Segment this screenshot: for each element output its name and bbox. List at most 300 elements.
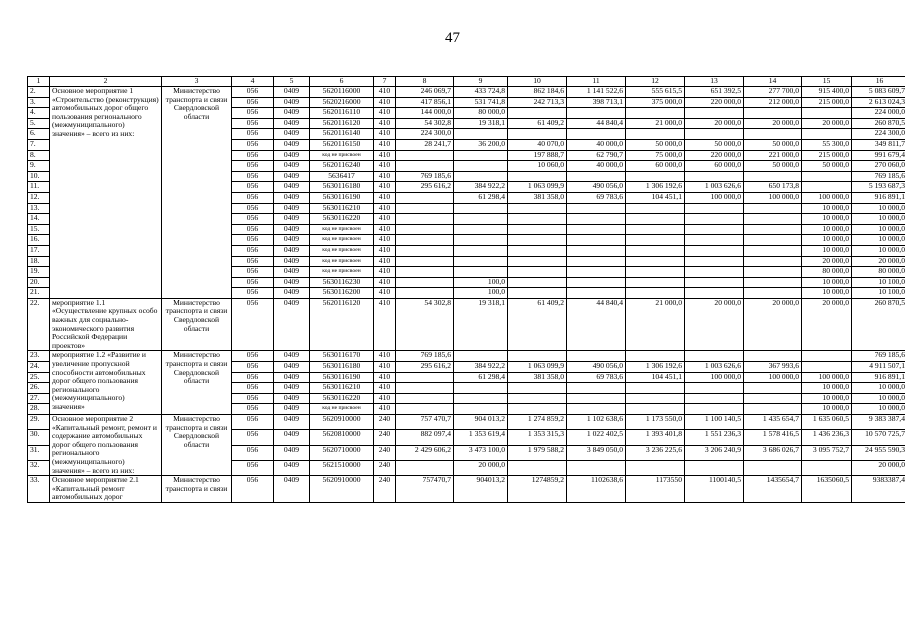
amount-cell xyxy=(508,245,567,256)
amount-cell xyxy=(396,267,454,278)
amount-cell: 54 302,8 xyxy=(396,118,454,129)
amount-cell xyxy=(802,171,852,182)
target-code: 5630116190 xyxy=(310,372,374,383)
section-code: 0409 xyxy=(274,298,310,351)
amount-cell: 916 891,1 xyxy=(852,192,905,203)
amount-cell: 50 000,0 xyxy=(744,139,802,150)
ministry-code: 056 xyxy=(232,298,274,351)
row-number: 21. xyxy=(28,288,50,299)
executor: Министерство транспорта и связи xyxy=(162,476,232,503)
column-number: 1 xyxy=(28,77,50,87)
amount-cell: 69 783,6 xyxy=(567,372,626,383)
expense-type: 410 xyxy=(374,108,396,119)
amount-cell xyxy=(508,224,567,235)
amount-cell xyxy=(685,224,744,235)
amount-cell: 61 409,2 xyxy=(508,118,567,129)
amount-cell xyxy=(567,460,626,475)
row-number: 24. xyxy=(28,362,50,373)
amount-cell: 277 700,0 xyxy=(744,87,802,98)
amount-cell: 2 429 606,2 xyxy=(396,445,454,460)
amount-cell: 1 635 060,5 xyxy=(802,415,852,430)
ministry-code: 056 xyxy=(232,430,274,445)
expense-type: 240 xyxy=(374,476,396,503)
section-code: 0409 xyxy=(274,171,310,182)
amount-cell: 220 000,0 xyxy=(685,97,744,108)
expense-type: 410 xyxy=(374,224,396,235)
table-row xyxy=(28,351,905,362)
measure-description: мероприятие 1.1 «Осуществление крупных особо важных для социально-экономического развития Российской Федерации проектов» xyxy=(50,298,162,351)
amount-cell: 10 000,0 xyxy=(802,393,852,404)
amount-cell: 24 955 590,3 xyxy=(852,445,905,460)
amount-cell: 1274859,2 xyxy=(508,476,567,503)
amount-cell: 882 097,4 xyxy=(396,430,454,445)
row-number: 29. xyxy=(28,415,50,430)
amount-cell xyxy=(396,256,454,267)
section-code: 0409 xyxy=(274,129,310,140)
amount-cell: 398 713,1 xyxy=(567,97,626,108)
expense-type: 410 xyxy=(374,383,396,394)
amount-cell xyxy=(567,267,626,278)
row-number: 10. xyxy=(28,171,50,182)
amount-cell: 1 393 401,8 xyxy=(626,430,685,445)
column-number: 2 xyxy=(50,77,162,87)
amount-cell xyxy=(626,383,685,394)
section-code: 0409 xyxy=(274,87,310,98)
amount-cell: 224 000,0 xyxy=(852,108,905,119)
amount-cell: 100,0 xyxy=(454,277,508,288)
amount-cell: 1 100 140,5 xyxy=(685,415,744,430)
amount-cell: 100 000,0 xyxy=(802,372,852,383)
amount-cell: 61 298,4 xyxy=(454,372,508,383)
amount-cell: 384 922,2 xyxy=(454,182,508,193)
ministry-code: 056 xyxy=(232,118,274,129)
amount-cell xyxy=(685,383,744,394)
amount-cell xyxy=(508,267,567,278)
amount-cell: 381 358,0 xyxy=(508,192,567,203)
amount-cell xyxy=(626,171,685,182)
amount-cell: 1173550 xyxy=(626,476,685,503)
amount-cell: 1 551 236,3 xyxy=(685,430,744,445)
amount-cell xyxy=(744,245,802,256)
expense-type: 410 xyxy=(374,139,396,150)
ministry-code: 056 xyxy=(232,372,274,383)
section-code: 0409 xyxy=(274,393,310,404)
amount-cell: 60 000,0 xyxy=(626,161,685,172)
amount-cell xyxy=(454,214,508,225)
amount-cell xyxy=(744,256,802,267)
measure-description: Основное мероприятие 2.1 «Капитальный ремонт автомобильных дорог xyxy=(50,476,162,503)
amount-cell xyxy=(685,171,744,182)
amount-cell xyxy=(802,182,852,193)
amount-cell xyxy=(567,235,626,246)
amount-cell: 104 451,1 xyxy=(626,192,685,203)
amount-cell: 1 063 099,9 xyxy=(508,182,567,193)
ministry-code: 056 xyxy=(232,87,274,98)
amount-cell: 50 000,0 xyxy=(626,139,685,150)
page-number: 47 xyxy=(445,30,460,46)
expense-type: 410 xyxy=(374,404,396,415)
column-number: 5 xyxy=(274,77,310,87)
amount-cell: 10 000,0 xyxy=(802,224,852,235)
target-code: 5620910000 xyxy=(310,476,374,503)
ministry-code: 056 xyxy=(232,171,274,182)
amount-cell xyxy=(685,245,744,256)
target-code: код не присвоен xyxy=(310,235,374,246)
amount-cell xyxy=(802,108,852,119)
section-code: 0409 xyxy=(274,224,310,235)
amount-cell: 10 000,0 xyxy=(802,404,852,415)
table-row xyxy=(28,298,905,351)
row-number: 4. xyxy=(28,108,50,119)
table-row xyxy=(28,476,905,503)
target-code: 5630116180 xyxy=(310,362,374,373)
measure-description: мероприятие 1.2 «Развитие и увеличение пропускной способности автомобильных дорог общего пользования регионального (межмуниципального) значения» xyxy=(50,351,162,415)
amount-cell: 3 686 026,7 xyxy=(744,445,802,460)
row-number: 30. xyxy=(28,430,50,445)
amount-cell: 19 318,1 xyxy=(454,298,508,351)
row-number: 8. xyxy=(28,150,50,161)
amount-cell: 10 000,0 xyxy=(802,277,852,288)
expense-type: 410 xyxy=(374,351,396,362)
column-number: 15 xyxy=(802,77,852,87)
amount-cell: 1 306 192,6 xyxy=(626,182,685,193)
row-number: 6. xyxy=(28,129,50,140)
section-code: 0409 xyxy=(274,267,310,278)
amount-cell: 904013,2 xyxy=(454,476,508,503)
amount-cell xyxy=(685,214,744,225)
amount-cell xyxy=(396,460,454,475)
amount-cell xyxy=(454,235,508,246)
column-number: 10 xyxy=(508,77,567,87)
expense-type: 410 xyxy=(374,129,396,140)
amount-cell: 221 000,0 xyxy=(744,150,802,161)
amount-cell: 375 000,0 xyxy=(626,97,685,108)
amount-cell xyxy=(508,256,567,267)
target-code: 5620116000 xyxy=(310,87,374,98)
amount-cell: 44 840,4 xyxy=(567,298,626,351)
section-code: 0409 xyxy=(274,430,310,445)
amount-cell xyxy=(744,129,802,140)
amount-cell: 100 000,0 xyxy=(685,192,744,203)
amount-cell: 1 353 315,3 xyxy=(508,430,567,445)
amount-cell: 1 022 402,5 xyxy=(567,430,626,445)
amount-cell xyxy=(454,161,508,172)
amount-cell: 1 141 522,6 xyxy=(567,87,626,98)
ministry-code: 056 xyxy=(232,445,274,460)
amount-cell xyxy=(744,383,802,394)
ministry-code: 056 xyxy=(232,108,274,119)
amount-cell xyxy=(454,129,508,140)
section-code: 0409 xyxy=(274,404,310,415)
ministry-code: 056 xyxy=(232,161,274,172)
amount-cell: 904 013,2 xyxy=(454,415,508,430)
amount-cell: 104 451,1 xyxy=(626,372,685,383)
amount-cell xyxy=(454,383,508,394)
row-number: 16. xyxy=(28,235,50,246)
amount-cell xyxy=(508,277,567,288)
ministry-code: 056 xyxy=(232,351,274,362)
amount-cell: 417 856,1 xyxy=(396,97,454,108)
amount-cell: 224 300,0 xyxy=(852,129,905,140)
expense-type: 410 xyxy=(374,214,396,225)
section-code: 0409 xyxy=(274,351,310,362)
amount-cell xyxy=(396,245,454,256)
amount-cell: 212 000,0 xyxy=(744,97,802,108)
expense-type: 240 xyxy=(374,460,396,475)
amount-cell xyxy=(802,362,852,373)
amount-cell xyxy=(685,203,744,214)
amount-cell: 1 353 619,4 xyxy=(454,430,508,445)
column-number: 16 xyxy=(852,77,905,87)
amount-cell xyxy=(454,267,508,278)
amount-cell xyxy=(626,129,685,140)
section-code: 0409 xyxy=(274,182,310,193)
amount-cell xyxy=(508,203,567,214)
row-number: 12. xyxy=(28,192,50,203)
column-number: 6 xyxy=(310,77,374,87)
amount-cell: 40 000,0 xyxy=(567,161,626,172)
column-number: 14 xyxy=(744,77,802,87)
target-code: 5630116210 xyxy=(310,383,374,394)
ministry-code: 056 xyxy=(232,288,274,299)
amount-cell: 10 570 725,7 xyxy=(852,430,905,445)
amount-cell: 295 616,2 xyxy=(396,182,454,193)
section-code: 0409 xyxy=(274,256,310,267)
amount-cell xyxy=(454,393,508,404)
amount-cell: 10 000,0 xyxy=(802,383,852,394)
amount-cell: 769 185,6 xyxy=(396,171,454,182)
expense-type: 410 xyxy=(374,267,396,278)
amount-cell: 991 679,4 xyxy=(852,150,905,161)
row-number: 19. xyxy=(28,267,50,278)
section-code: 0409 xyxy=(274,288,310,299)
amount-cell xyxy=(626,277,685,288)
amount-cell xyxy=(626,393,685,404)
amount-cell: 20 000,0 xyxy=(802,298,852,351)
ministry-code: 056 xyxy=(232,224,274,235)
amount-cell: 10 100,0 xyxy=(852,288,905,299)
amount-cell: 651 392,5 xyxy=(685,87,744,98)
ministry-code: 056 xyxy=(232,415,274,430)
amount-cell xyxy=(626,256,685,267)
amount-cell: 20 000,0 xyxy=(685,118,744,129)
amount-cell xyxy=(508,171,567,182)
target-code: 5620116120 xyxy=(310,298,374,351)
amount-cell xyxy=(744,235,802,246)
amount-cell xyxy=(396,372,454,383)
amount-cell xyxy=(567,393,626,404)
amount-cell: 260 870,5 xyxy=(852,298,905,351)
column-number: 13 xyxy=(685,77,744,87)
amount-cell: 10 000,0 xyxy=(802,214,852,225)
amount-cell: 1 173 550,0 xyxy=(626,415,685,430)
amount-cell: 3 849 050,0 xyxy=(567,445,626,460)
expense-type: 410 xyxy=(374,245,396,256)
amount-cell: 1 274 859,2 xyxy=(508,415,567,430)
amount-cell: 381 358,0 xyxy=(508,372,567,383)
target-code: код не присвоен xyxy=(310,150,374,161)
amount-cell xyxy=(626,267,685,278)
ministry-code: 056 xyxy=(232,150,274,161)
expense-type: 410 xyxy=(374,298,396,351)
row-number: 5. xyxy=(28,118,50,129)
amount-cell xyxy=(626,288,685,299)
amount-cell: 10 000,0 xyxy=(852,214,905,225)
amount-cell xyxy=(744,288,802,299)
target-code: 5630116170 xyxy=(310,351,374,362)
amount-cell: 9383387,4 xyxy=(852,476,905,503)
amount-cell xyxy=(685,460,744,475)
amount-cell: 10 100,0 xyxy=(852,277,905,288)
amount-cell: 62 790,7 xyxy=(567,150,626,161)
amount-cell: 4 911 507,1 xyxy=(852,362,905,373)
target-code: код не присвоен xyxy=(310,256,374,267)
amount-cell xyxy=(567,171,626,182)
amount-cell: 555 615,5 xyxy=(626,87,685,98)
expense-type: 410 xyxy=(374,97,396,108)
amount-cell: 490 056,0 xyxy=(567,182,626,193)
section-code: 0409 xyxy=(274,203,310,214)
row-number: 14. xyxy=(28,214,50,225)
amount-cell xyxy=(685,256,744,267)
executor: Министерство транспорта и связи Свердловской области xyxy=(162,351,232,415)
amount-cell: 3 236 225,6 xyxy=(626,445,685,460)
amount-cell: 80 000,0 xyxy=(852,267,905,278)
amount-cell: 10 000,0 xyxy=(802,288,852,299)
section-code: 0409 xyxy=(274,108,310,119)
amount-cell: 20 000,0 xyxy=(852,256,905,267)
amount-cell xyxy=(685,351,744,362)
measure-description: Основное мероприятие 1 «Строительство (реконструкция) автомобильных дорог общего пользования регионального (межмуниципального) значения» – всего из них: xyxy=(50,87,162,299)
amount-cell: 349 811,7 xyxy=(852,139,905,150)
amount-cell: 40 070,0 xyxy=(508,139,567,150)
amount-cell: 10 000,0 xyxy=(802,245,852,256)
section-code: 0409 xyxy=(274,118,310,129)
section-code: 0409 xyxy=(274,150,310,161)
ministry-code: 056 xyxy=(232,182,274,193)
amount-cell: 367 993,6 xyxy=(744,362,802,373)
amount-cell xyxy=(626,351,685,362)
target-code: 5630116190 xyxy=(310,192,374,203)
amount-cell: 55 300,0 xyxy=(802,139,852,150)
amount-cell xyxy=(685,393,744,404)
amount-cell: 1 578 416,5 xyxy=(744,430,802,445)
amount-cell: 862 184,6 xyxy=(508,87,567,98)
row-number: 26. xyxy=(28,383,50,394)
ministry-code: 056 xyxy=(232,97,274,108)
amount-cell: 1 306 192,6 xyxy=(626,362,685,373)
target-code: 5620216000 xyxy=(310,97,374,108)
amount-cell xyxy=(454,203,508,214)
target-code: код не присвоен xyxy=(310,245,374,256)
section-code: 0409 xyxy=(274,214,310,225)
row-number: 3. xyxy=(28,97,50,108)
expense-type: 240 xyxy=(374,430,396,445)
ministry-code: 056 xyxy=(232,235,274,246)
amount-cell: 100 000,0 xyxy=(685,372,744,383)
amount-cell xyxy=(744,267,802,278)
amount-cell: 10 000,0 xyxy=(802,203,852,214)
executor: Министерство транспорта и связи Свердловской области xyxy=(162,415,232,476)
measure-description: Основное мероприятие 2 «Капитальный ремонт, ремонт и содержание автомобильных дорог общего пользования регионального (межмуниципального) значения» – всего из них: xyxy=(50,415,162,476)
target-code: 5630116230 xyxy=(310,277,374,288)
amount-cell xyxy=(396,288,454,299)
table-row xyxy=(28,415,905,430)
target-code: 5620910000 xyxy=(310,415,374,430)
amount-cell: 10 000,0 xyxy=(852,393,905,404)
amount-cell: 20 000,0 xyxy=(685,298,744,351)
amount-cell: 80 000,0 xyxy=(454,108,508,119)
amount-cell: 10 000,0 xyxy=(852,224,905,235)
amount-cell: 20 000,0 xyxy=(744,118,802,129)
amount-cell xyxy=(744,108,802,119)
row-number: 7. xyxy=(28,139,50,150)
target-code: 5620116150 xyxy=(310,139,374,150)
ministry-code: 056 xyxy=(232,129,274,140)
amount-cell xyxy=(685,267,744,278)
amount-cell xyxy=(508,404,567,415)
amount-cell: 61 298,4 xyxy=(454,192,508,203)
amount-cell xyxy=(685,108,744,119)
amount-cell: 197 888,7 xyxy=(508,150,567,161)
amount-cell: 490 056,0 xyxy=(567,362,626,373)
amount-cell: 757 470,7 xyxy=(396,415,454,430)
amount-cell: 100,0 xyxy=(454,288,508,299)
amount-cell: 28 241,7 xyxy=(396,139,454,150)
expense-type: 410 xyxy=(374,118,396,129)
amount-cell xyxy=(454,351,508,362)
amount-cell: 100 000,0 xyxy=(744,372,802,383)
target-code: 5636417 xyxy=(310,171,374,182)
amount-cell: 769 185,6 xyxy=(852,171,905,182)
expense-type: 410 xyxy=(374,203,396,214)
expense-type: 410 xyxy=(374,372,396,383)
amount-cell: 20 000,0 xyxy=(802,256,852,267)
amount-cell: 10 000,0 xyxy=(852,245,905,256)
amount-cell: 69 783,6 xyxy=(567,192,626,203)
amount-cell xyxy=(508,235,567,246)
row-number: 31. xyxy=(28,445,50,460)
section-code: 0409 xyxy=(274,476,310,503)
amount-cell xyxy=(567,203,626,214)
amount-cell: 80 000,0 xyxy=(802,267,852,278)
expense-type: 410 xyxy=(374,362,396,373)
target-code: 5630116180 xyxy=(310,182,374,193)
amount-cell xyxy=(396,150,454,161)
row-number: 11. xyxy=(28,182,50,193)
column-number: 3 xyxy=(162,77,232,87)
target-code: 5620116240 xyxy=(310,161,374,172)
amount-cell: 50 000,0 xyxy=(802,161,852,172)
amount-cell xyxy=(802,129,852,140)
expense-type: 410 xyxy=(374,277,396,288)
amount-cell: 757470,7 xyxy=(396,476,454,503)
amount-cell xyxy=(396,214,454,225)
amount-cell xyxy=(567,214,626,225)
target-code: код не присвоен xyxy=(310,404,374,415)
expense-type: 240 xyxy=(374,415,396,430)
amount-cell xyxy=(626,108,685,119)
row-number: 18. xyxy=(28,256,50,267)
amount-cell: 769 185,6 xyxy=(396,351,454,362)
amount-cell: 5 193 687,3 xyxy=(852,182,905,193)
ministry-code: 056 xyxy=(232,393,274,404)
expense-type: 240 xyxy=(374,445,396,460)
ministry-code: 056 xyxy=(232,476,274,503)
amount-cell: 54 302,8 xyxy=(396,298,454,351)
executor: Министерство транспорта и связи Свердловской области xyxy=(162,298,232,351)
amount-cell: 915 400,0 xyxy=(802,87,852,98)
